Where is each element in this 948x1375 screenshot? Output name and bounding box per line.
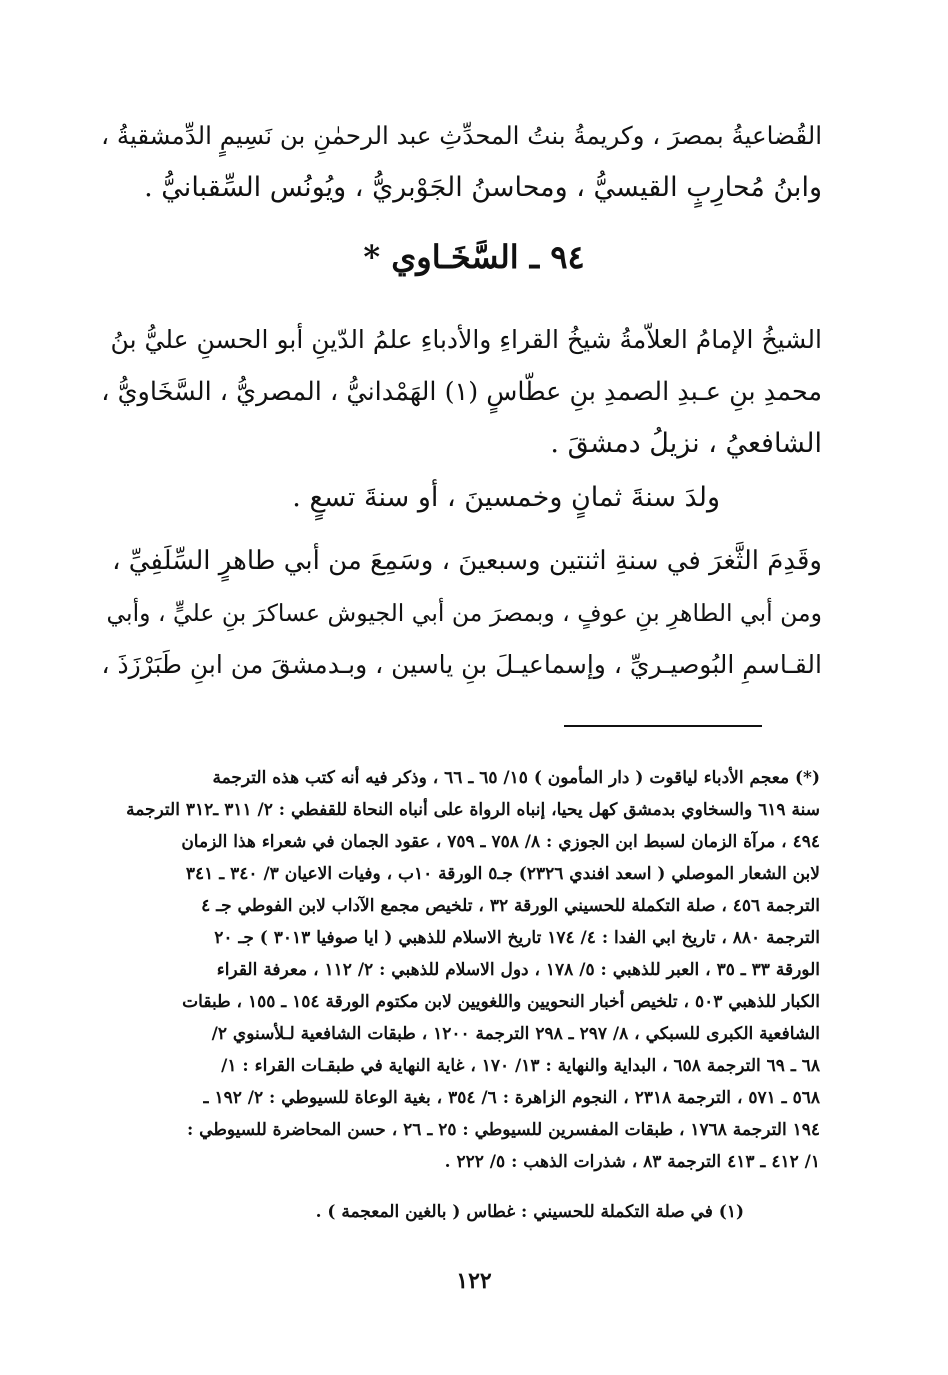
text-line: الشيخُ الإمامُ العلاّمةُ شيخُ القراءِ والأدباءِ علمُ الدّينِ أبو الحسنِ عليُّ بنُ bbox=[110, 325, 822, 354]
note-line: الترجمة ٨٨٠ ، تاريخ ابي الفدا : ٤/ ١٧٤ تاريخ الاسلام للذهبي ( ايا صوفيا ٣٠١٣ ) جـ ٢٠ bbox=[214, 928, 820, 948]
note-line: ٥٦٨ ـ ٥٧١ ، الترجمة ٢٣١٨ ، النجوم الزاهرة : ٦/ ٣٥٤ ، بغية الوعاة للسيوطي : ٢/ ١٩٢ ـ bbox=[203, 1088, 820, 1108]
footnote-1: (١) في صلة التكملة للحسيني : غطاس ( بالغين المعجمة ) . bbox=[315, 1202, 744, 1222]
note-line: (*) معجم الأدباء لياقوت ( دار المأمون ) ١٥/ ٦٥ ـ ٦٦ ، وذكر فيه أنه كتب هذه الترجمة bbox=[212, 768, 820, 788]
note-line: الكبار للذهبي ٥٠٣ ، تلخيص أخبار النحويين واللغويين لابن مكتوم الورقة ١٥٤ ـ ١٥٥ ، طبقات bbox=[182, 992, 820, 1012]
source-notes bbox=[104, 762, 820, 1178]
text-line: محمدِ بنِ عـبدِ الصمدِ بنِ عطّاسٍ (١) الهَمْدانيُّ ، المصريُّ ، السَّخَاويُّ ، bbox=[101, 377, 822, 407]
birth-paragraph bbox=[100, 472, 720, 524]
note-line: الشافعية الكبرى للسبكي ، ٨/ ٢٩٧ ـ ٢٩٨ الترجمة ١٢٠٠ ، طبقات الشافعية لـلأسنوي ٢/ bbox=[211, 1024, 820, 1044]
note-line: الورقة ٣٣ ـ ٣٥ ، العبر للذهبي : ٥/ ١٧٨ ، دول الاسلام للذهبي : ٢/ ١١٢ ، معرفة القراء bbox=[216, 960, 820, 980]
text-line: القُضاعيةُ بمصرَ ، وكريمةُ بنتُ المحدِّثِ عبد الرحمٰنِ بن نَسِيمٍ الدِّمشقيةُ ، bbox=[101, 121, 822, 150]
text-line: ومن أبي الطاهرِ بنِ عوفٍ ، وبمصرَ من أبي الجيوش عساكرَ بنِ عليٍّ ، وأبي bbox=[106, 599, 822, 627]
entry-heading: ٩٤ ـ السَّخَـاوي * bbox=[363, 238, 585, 276]
page-number: ١٢٢ bbox=[456, 1268, 492, 1294]
note-line: ١٩٤ الترجمة ١٧٦٨ ، طبقات المفسرين للسيوطي : ٢٥ ـ ٢٦ ، حسن المحاضرة للسيوطي : bbox=[186, 1120, 820, 1140]
travel-paragraph bbox=[100, 535, 822, 691]
note-line: ١/ ٤١٢ ـ ٤١٣ الترجمة ٨٣ ، شذرات الذهب : ٥/ ٢٢٢ . bbox=[444, 1152, 820, 1172]
note-line: ٦٨ ـ ٦٩ الترجمة ٦٥٨ ، البداية والنهاية : ١٣/ ١٧٠ ، غاية النهاية في طبقـات القراء : ١/ bbox=[221, 1056, 820, 1076]
note-line: لابن الشعار الموصلي ( اسعد افندي ٢٣٢٦) جـ٥ الورقة ١٠ب ، وفيات الاعيان ٣/ ٣٤٠ ـ ٣٤١ bbox=[185, 864, 820, 884]
text-line: الشافعيُ ، نزيلُ دمشقَ . bbox=[550, 428, 822, 459]
note-line: ٤٩٤ ، مرآة الزمان لسبط ابن الجوزي : ٨/ ٧٥٨ ـ ٧٥٩ ، عقود الجمان في شعراء هذا الزمان bbox=[181, 832, 820, 852]
text-line: وابنُ مُحارِبٍ القيسيُّ ، ومحاسنُ الجَوْبريُّ ، ويُونُس السِّقبانيُّ . bbox=[144, 172, 822, 203]
continuation-paragraph bbox=[100, 110, 822, 214]
text-line: وقَدِمَ الثَّغرَ في سنةِ اثنتين وسبعينَ ، وسَمِعَ من أبي طاهرٍ السِّلَفِيِّ ، bbox=[112, 546, 822, 576]
biography-paragraph bbox=[100, 314, 822, 470]
text-line: القـاسمِ البُوصيـريِّ ، وإسماعيـلَ بنِ ياسين ، وبـدمشقَ من ابنِ طَبَرْزَذَ ، bbox=[101, 650, 822, 679]
note-line: سنة ٦١٩ والسخاوي بدمشق كهل يحيا، إنباه الرواة على أنباه النحاة للقفطي : ٢/ ٣١١ ـ٣١٢ الترجمة bbox=[126, 800, 820, 820]
note-line: الترجمة ٤٥٦ ، صلة التكملة للحسيني الورقة ٣٢ ، تلخيص مجمع الآداب لابن الفوطي جـ ٤ bbox=[201, 896, 820, 916]
footnote-divider bbox=[564, 725, 762, 727]
text-line: ولدَ سنةَ ثمانٍ وخمسينَ ، أو سنةَ تسعٍ . bbox=[292, 482, 720, 513]
